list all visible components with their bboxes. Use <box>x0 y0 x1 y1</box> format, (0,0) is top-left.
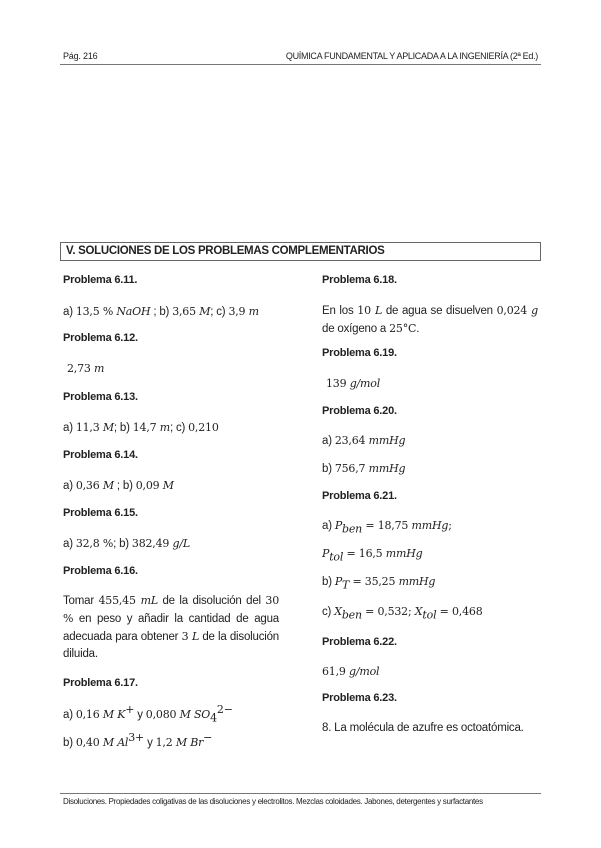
answer-part: ; b) <box>150 306 173 318</box>
problem-title: Problema 6.12. <box>63 332 138 344</box>
subscript: ben <box>342 522 363 536</box>
answer-value: = 35,25 <box>349 575 399 588</box>
problem-title: Problema 6.20. <box>322 405 397 417</box>
answer-species: M Al <box>102 736 129 749</box>
answer-unit: mmHg <box>385 547 423 560</box>
answer-value: = 0,532; <box>361 605 415 618</box>
answer-unit: mmHg <box>411 519 449 532</box>
answer-value: 25°C <box>389 322 417 335</box>
answer-symbol: X <box>334 605 342 618</box>
answer-value: 3 <box>181 630 192 643</box>
answer-part: ; c) <box>210 306 229 318</box>
answer-part: y <box>134 709 146 721</box>
header-rule <box>60 64 541 65</box>
answer-value: 382,49 <box>131 537 173 550</box>
problem-title: Problema 6.16. <box>63 565 138 577</box>
problem-answer <box>326 375 542 393</box>
answer-part: a) <box>63 422 76 434</box>
problem-answer <box>63 731 279 752</box>
answer-value: 61,9 <box>322 665 349 678</box>
charge: + <box>125 703 135 717</box>
answer-value: 11,3 <box>75 421 103 434</box>
answer-part: a) <box>322 435 335 447</box>
answer-symbol: P <box>334 519 343 532</box>
answer-text: . <box>416 323 420 335</box>
answer-part: a) <box>63 480 76 492</box>
answer-part: c) <box>322 606 335 618</box>
problem-title: Problema 6.18. <box>322 274 397 286</box>
answer-value: = 0,468 <box>436 605 483 618</box>
problem-answer <box>67 360 283 378</box>
answer-part: b) <box>63 737 76 749</box>
answer-text: de la disolución diluida. <box>63 631 279 660</box>
answer-part: a) <box>63 709 76 721</box>
answer-text: de la disolución del <box>157 595 266 607</box>
answer-symbol: P <box>322 547 330 560</box>
answer-unit: m <box>248 305 259 318</box>
answer-unit: M <box>102 421 114 434</box>
answer-part: ; <box>448 519 452 532</box>
problem-answer <box>63 703 279 725</box>
subscript: T <box>342 578 350 592</box>
answer-value: 23,64 <box>334 434 369 447</box>
answer-value: 0,40 <box>75 736 103 749</box>
answer-unit: mL <box>140 594 158 607</box>
answer-unit: mmHg <box>368 434 406 447</box>
section-title: V. SOLUCIONES DE LOS PROBLEMAS COMPLEMENTARIOS <box>60 242 541 261</box>
running-title: QUÍMICA FUNDAMENTAL Y APLICADA A LA INGENIERÍA (2ª Ed.) <box>285 51 538 61</box>
answer-unit: M <box>162 479 174 492</box>
page-number: Pág. 216 <box>63 51 98 61</box>
answer-value: 756,7 <box>334 462 369 475</box>
answer-value: 32,8 % <box>75 537 114 550</box>
answer-value: = 18,75 <box>362 519 412 532</box>
answer-species: M K <box>102 708 126 721</box>
answer-unit: mmHg <box>398 575 436 588</box>
problem-title: Problema 6.19. <box>322 347 397 359</box>
answer-unit: g/mol <box>349 665 380 678</box>
footer-rule <box>60 793 541 794</box>
answer-symbol: X <box>414 605 423 618</box>
problem-title: Problema 6.17. <box>63 677 138 689</box>
answer-text: En los <box>322 305 358 317</box>
answer-value: 0,024 <box>496 304 532 317</box>
problem-title: Problema 6.22. <box>322 636 397 648</box>
answer-part: b) <box>322 576 335 588</box>
answer-part: ; b) <box>113 538 132 550</box>
answer-unit: m <box>94 362 105 375</box>
problem-answer <box>322 432 538 450</box>
problem-answer <box>322 573 538 591</box>
answer-value: 30 % <box>63 594 280 625</box>
problem-title: Problema 6.13. <box>63 391 138 403</box>
answer-value: = 16,5 <box>343 547 386 560</box>
problem-title: Problema 6.11. <box>63 274 138 286</box>
problem-answer <box>63 477 279 495</box>
answer-unit: M <box>199 305 211 318</box>
answer-value: 13,5 % <box>75 305 117 318</box>
problem-answer <box>322 663 538 681</box>
problem-answer: 8. La molécula de azufre es octoatómica. <box>322 722 524 734</box>
answer-value: 2,73 <box>67 362 94 375</box>
answer-part: ; b) <box>113 422 133 434</box>
answer-unit: m <box>159 421 170 434</box>
answer-unit: mmHg <box>368 462 406 475</box>
answer-symbol: P <box>334 575 343 588</box>
answer-value: 14,7 <box>132 421 160 434</box>
answer-species: M SO <box>179 708 211 721</box>
problem-answer <box>63 535 279 553</box>
answer-unit: M <box>102 479 114 492</box>
subscript: tol <box>422 608 437 622</box>
answer-species: M Br <box>175 736 204 749</box>
answer-value: 0,080 <box>145 708 180 721</box>
answer-text: Tomar <box>63 595 99 607</box>
problem-answer <box>322 545 538 563</box>
charge: − <box>203 731 213 745</box>
answer-part: a) <box>63 306 76 318</box>
problem-answer <box>63 419 279 437</box>
answer-species: NaOH <box>116 305 151 318</box>
answer-unit: g/L <box>172 537 190 550</box>
answer-value: 139 <box>326 377 350 390</box>
charge: 3+ <box>128 731 145 745</box>
answer-value: 0,16 <box>75 708 103 721</box>
problem-answer <box>63 592 279 663</box>
answer-value: 0,210 <box>188 421 219 434</box>
answer-part: a) <box>63 538 76 550</box>
problem-answer <box>322 460 538 478</box>
problem-answer <box>322 302 538 338</box>
problem-answer <box>322 603 538 621</box>
answer-text: de agua se disuelven <box>382 305 497 317</box>
answer-value: 455,45 <box>98 594 141 607</box>
answer-value: 10 <box>357 304 375 317</box>
answer-unit: L <box>374 304 383 317</box>
answer-value: 0,09 <box>135 479 163 492</box>
answer-part: y <box>144 737 156 749</box>
answer-value: 0,36 <box>75 479 103 492</box>
problem-title: Problema 6.15. <box>63 507 138 519</box>
problem-answer <box>63 303 279 321</box>
answer-part: b) <box>322 463 335 475</box>
answer-text: de oxígeno a <box>322 323 390 335</box>
problem-answer <box>322 517 538 535</box>
subscript: 4 <box>210 711 217 725</box>
answer-part: ; c) <box>169 422 189 434</box>
answer-unit: g <box>531 304 538 317</box>
answer-value: 3,65 <box>172 305 200 318</box>
problem-title: Problema 6.21. <box>322 490 397 502</box>
problem-title: Problema 6.23. <box>322 692 397 704</box>
answer-part: ; b) <box>113 480 136 492</box>
answer-value: 1,2 <box>155 736 176 749</box>
page-footer: Disoluciones. Propiedades coligativas de las disoluciones y electrolitos. Mezclas coloidades. Jabones, detergentes y surfactantes <box>63 797 483 806</box>
charge: 2− <box>216 703 233 717</box>
subscript: ben <box>341 608 362 622</box>
subscript: tol <box>329 550 344 564</box>
answer-unit: g/mol <box>349 377 381 390</box>
answer-value: 3,9 <box>228 305 249 318</box>
problem-title: Problema 6.14. <box>63 449 138 461</box>
answer-unit: L <box>191 630 200 643</box>
answer-part: a) <box>322 520 335 532</box>
answer-text: en peso y añadir la cantidad de agua adecuada para obtener <box>63 613 279 643</box>
